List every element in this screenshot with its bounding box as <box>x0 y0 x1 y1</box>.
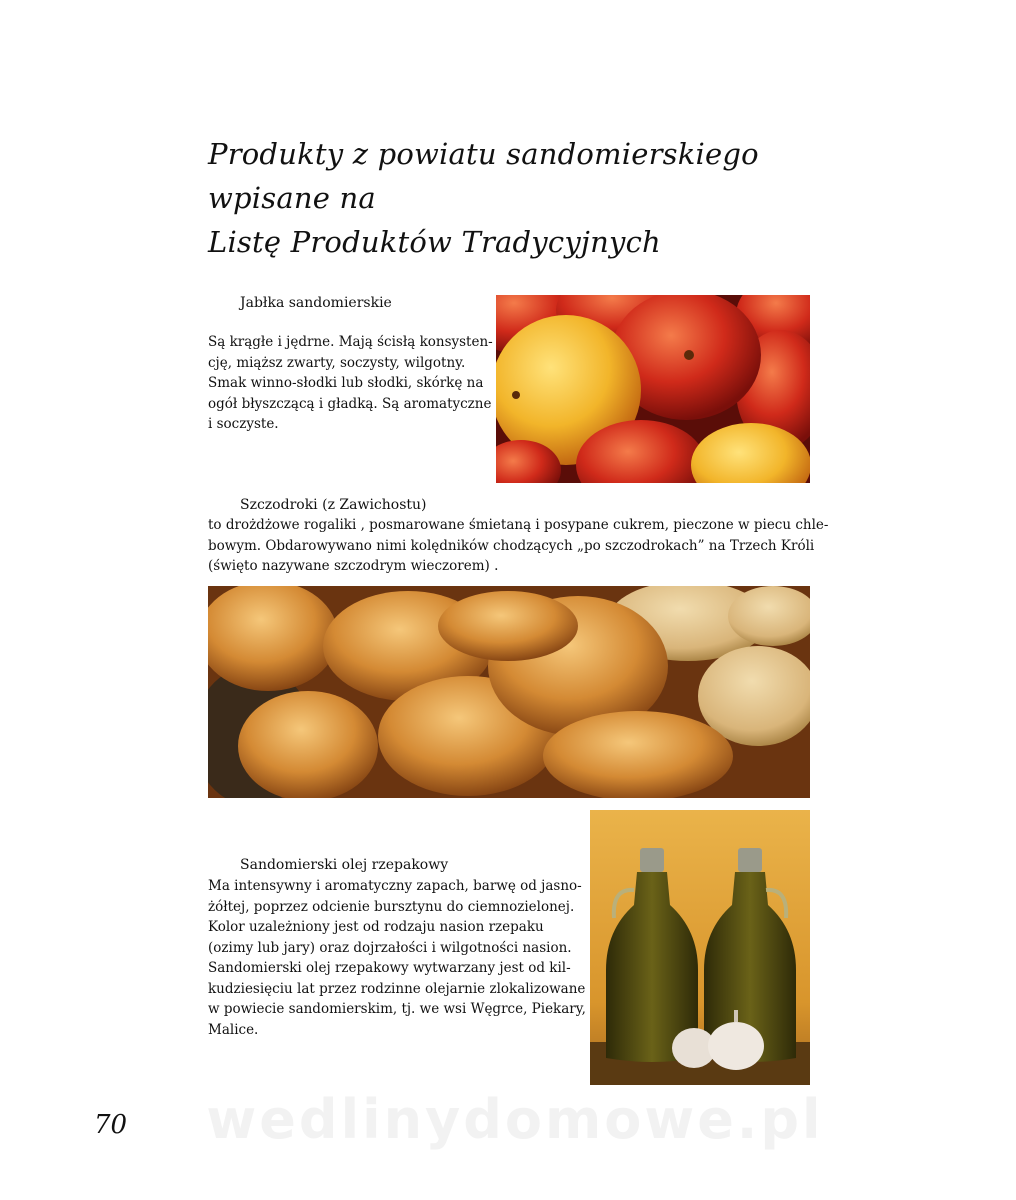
section-title-apples: Jabłka sandomierskie <box>240 295 392 311</box>
oil-text-line: w powiecie sandomierskim, tj. we wsi Węgrce, Piekary, <box>208 1001 586 1017</box>
apples-text-line: ogół błyszczącą i gładką. Są aromatyczne <box>208 395 492 412</box>
apples-text-line: Smak winno-słodki lub słodki, skórkę na <box>208 375 484 391</box>
section-text-pastries <box>208 515 829 577</box>
page-title <box>208 132 848 264</box>
apples-text-line: Są krągłe i jędrne. Mają ścisłą konsysten- <box>208 334 493 350</box>
oil-bottles-photo <box>590 810 810 1085</box>
oil-text-line: Ma intensywny i aromatyczny zapach, barwę od jasno- <box>208 878 582 894</box>
pastries-text-line: to drożdżowe rogaliki , posmarowane śmietaną i posypane cukrem, pieczone w piecu chle- <box>208 517 829 533</box>
oil-text-line: (ozimy lub jary) oraz dojrzałości i wilgotności nasion. <box>208 939 572 956</box>
apples-text-line: cję, miąższ zwarty, soczysty, wilgotny. <box>208 354 466 371</box>
oil-text-line: Malice. <box>208 1021 259 1038</box>
pastries-photo <box>208 586 810 798</box>
pastries-text-line: (święto nazywane szczodrym wieczorem) . <box>208 558 499 574</box>
section-title-pastries: Szczodroki (z Zawichostu) <box>240 497 427 513</box>
section-text-oil <box>208 876 586 1040</box>
page-number: 70 <box>94 1110 128 1140</box>
apples-photo <box>496 295 810 483</box>
oil-text-line: kudziesięciu lat przez rodzinne olejarnie zlokalizowane <box>208 980 586 997</box>
apples-text-line: i soczyste. <box>208 416 279 432</box>
page-title-line-1: Produkty z powiatu sandomierskiego wpisane na <box>208 137 759 215</box>
pastries-text-line: bowym. Obdarowywano nimi kolędników chodzących „po szczodrokach” na Trzech Króli <box>208 537 815 554</box>
oil-text-line: żółtej, poprzez odcienie bursztynu do ciemnozielonej. <box>208 898 575 915</box>
oil-text-line: Sandomierski olej rzepakowy wytwarzany jest od kil- <box>208 960 571 976</box>
oil-text-line: Kolor uzależniony jest od rodzaju nasion rzepaku <box>208 919 544 935</box>
section-title-oil: Sandomierski olej rzepakowy <box>240 857 449 873</box>
section-text-apples <box>208 332 493 435</box>
watermark: wedlinydomowe.pl <box>206 1088 824 1151</box>
page-title-line-2: Listę Produktów Tradycyjnych <box>208 225 661 259</box>
